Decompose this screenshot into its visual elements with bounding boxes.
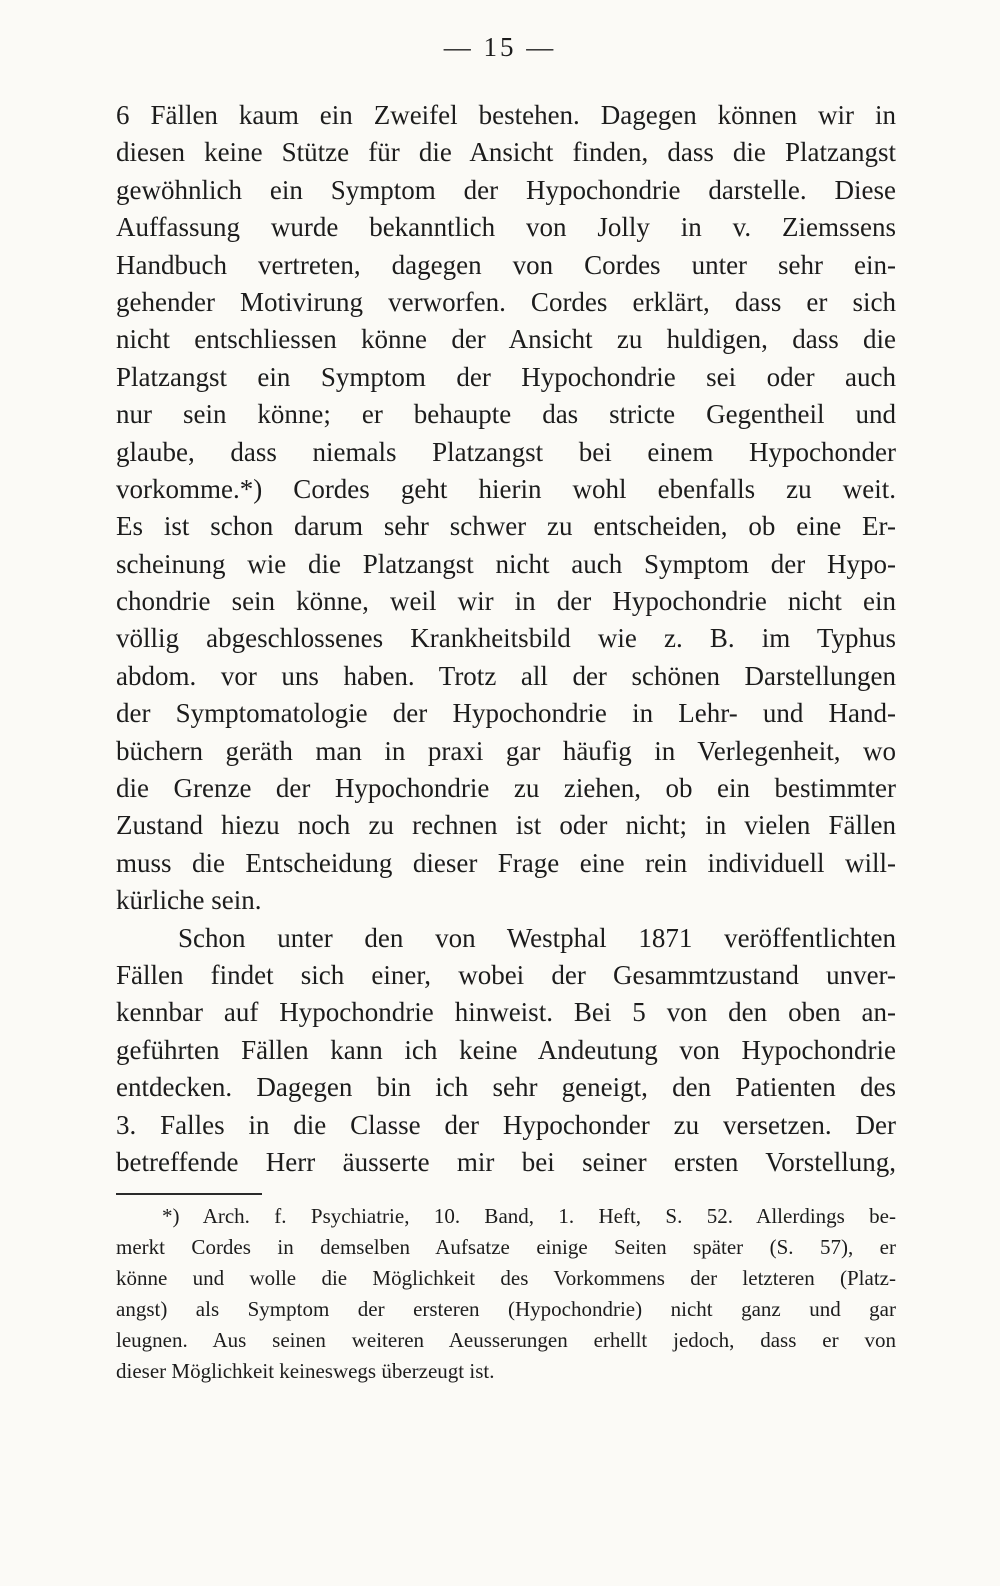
text-line: Zustand hiezu noch zu rechnen ist oder nicht; in vielen Fällen — [116, 810, 896, 841]
footnote-line: dieser Möglichkeit keineswegs überzeugt ist. — [116, 1359, 495, 1383]
text-line: kürliche sein. — [116, 885, 262, 916]
text-line: muss die Entscheidung dieser Frage eine rein individuell will- — [116, 847, 896, 878]
footnote-line: merkt Cordes in demselben Aufsatze einige Seiten später (S. 57), er — [116, 1235, 896, 1259]
text-line: geführten Fällen kann ich keine Andeutung von Hypochondrie — [116, 1034, 896, 1065]
text-line: glaube, dass niemals Platzangst bei einem Hypochonder — [116, 436, 896, 467]
text-line: nicht entschliessen könne der Ansicht zu huldigen, dass die — [116, 324, 896, 355]
text-line: 6 Fällen kaum ein Zweifel bestehen. Dagegen können wir in — [116, 100, 896, 130]
text-line: abdom. vor uns haben. Trotz all der schönen Darstellungen — [116, 660, 896, 691]
body-text — [116, 97, 896, 1181]
text-line: scheinung wie die Platzangst nicht auch Symptom der Hypo- — [116, 548, 896, 579]
footnote-line: *) Arch. f. Psychiatrie, 10. Band, 1. Heft, S. 52. Allerdings be- — [162, 1204, 896, 1228]
text-line: Schon unter den von Westphal 1871 veröffentlichten — [178, 922, 896, 953]
footnote-divider — [116, 1193, 262, 1195]
text-line: betreffende Herr äusserte mir bei seiner ersten Vorstellung, — [116, 1146, 896, 1177]
page-number: — 15 — — [443, 32, 557, 62]
text-line: Platzangst ein Symptom der Hypochondrie sei oder auch — [116, 361, 896, 392]
footnote-line: angst) als Symptom der ersteren (Hypochondrie) nicht ganz und gar — [116, 1297, 896, 1321]
text-line: entdecken. Dagegen bin ich sehr geneigt, den Patienten des — [116, 1072, 896, 1103]
text-line: chondrie sein könne, weil wir in der Hypochondrie nicht ein — [116, 586, 896, 617]
text-line: völlig abgeschlossenes Krankheitsbild wie z. B. im Typhus — [116, 623, 896, 654]
text-line: nur sein könne; er behaupte das stricte Gegentheil und — [116, 399, 896, 430]
footnote — [116, 1201, 896, 1387]
text-line: der Symptomatologie der Hypochondrie in Lehr- und Hand- — [116, 698, 896, 729]
footnote-line: leugnen. Aus seinen weiteren Aeusserungen erhellt jedoch, dass er von — [116, 1328, 896, 1352]
text-line: gehender Motivirung verworfen. Cordes erklärt, dass er sich — [116, 286, 896, 317]
text-line: gewöhnlich ein Symptom der Hypochondrie darstelle. Diese — [116, 174, 896, 205]
text-line: die Grenze der Hypochondrie zu ziehen, ob ein bestimmter — [116, 773, 896, 804]
text-line: büchern geräth man in praxi gar häufig in Verlegenheit, wo — [116, 735, 896, 766]
text-line: Handbuch vertreten, dagegen von Cordes unter sehr ein- — [116, 249, 896, 280]
text-line: Es ist schon darum sehr schwer zu entscheiden, ob eine Er- — [116, 511, 896, 542]
text-line: Auffassung wurde bekanntlich von Jolly in v. Ziemssens — [116, 212, 896, 243]
text-line: diesen keine Stütze für die Ansicht finden, dass die Platzangst — [116, 137, 896, 168]
text-line: kennbar auf Hypochondrie hinweist. Bei 5 von den oben an- — [116, 997, 896, 1028]
text-line: Fällen findet sich einer, wobei der Gesammtzustand unver- — [116, 959, 896, 990]
footnote-line: könne und wolle die Möglichkeit des Vorkommens der letzteren (Platz- — [116, 1266, 896, 1290]
text-line: vorkomme.*) Cordes geht hierin wohl ebenfalls zu weit. — [116, 473, 896, 504]
text-line: 3. Falles in die Classe der Hypochonder zu versetzen. Der — [116, 1109, 896, 1140]
